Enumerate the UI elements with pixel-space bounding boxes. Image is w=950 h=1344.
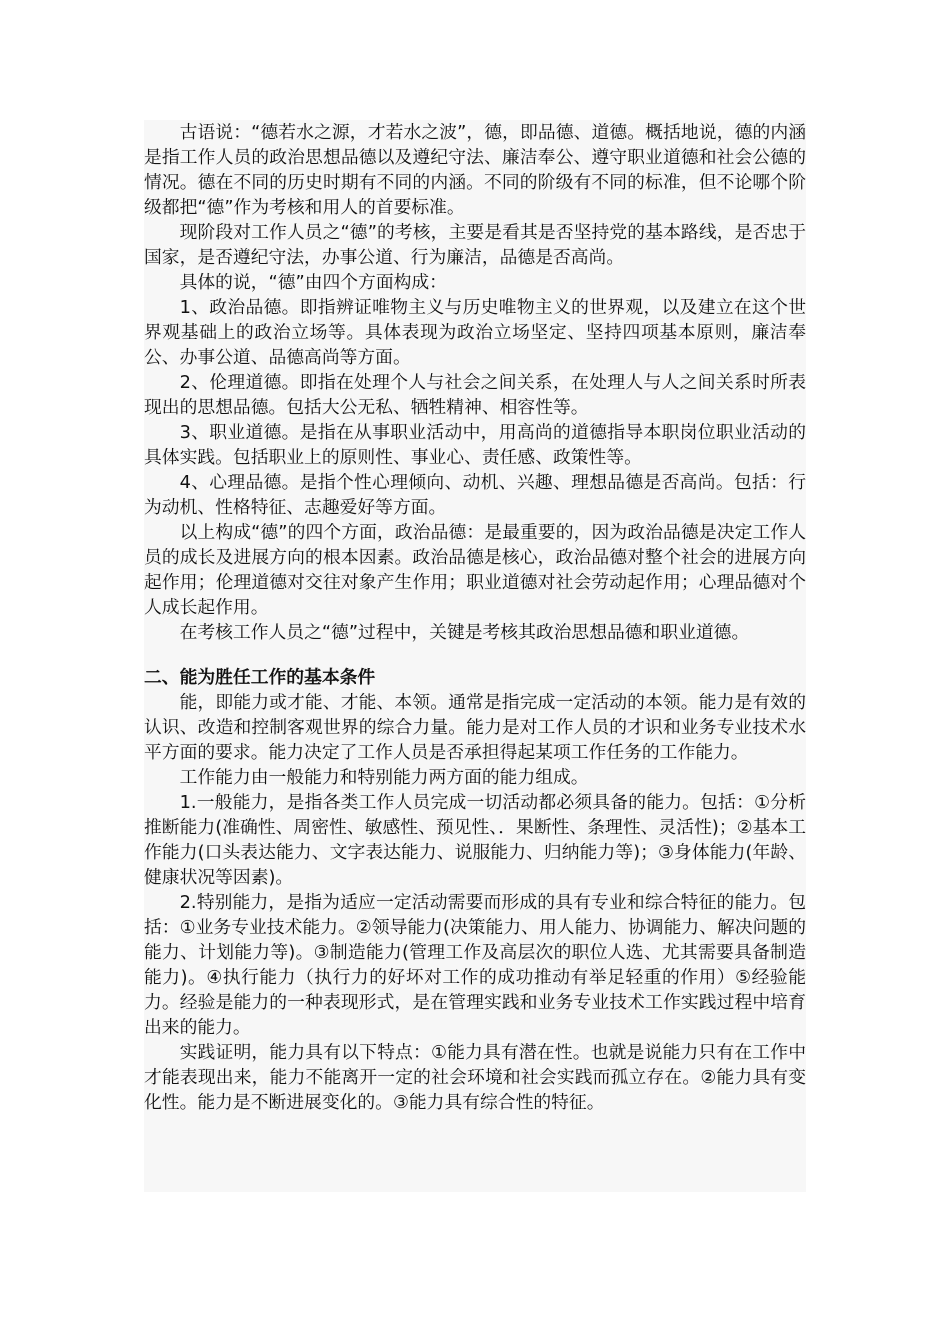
paragraph: 3、职业道德。是指在从事职业活动中，用高尚的道德指导本职岗位职业活动的具体实践。包括职业上的原则性、事业心、责任感、政策性等。 bbox=[144, 422, 806, 468]
paragraph: 2.特别能力，是指为适应一定活动需要而形成的具有专业和综合特征的能力。包括：①业务专业技术能力。②领导能力(决策能力、用人能力、协调能力、解决问题的能力、计划能力等)。③制造能力(管理工作及高层次的职位人选、尤其需要具备制造能力)。④执行能力（执行力的好坏对工作的成功推动有举足轻重的作用）⑤经验能力。经验是能力的一种表现形式，是在管理实践和业务专业技术工作实践过程中培育出来的能力。 bbox=[144, 892, 806, 1038]
paragraph: 古语说：“德若水之源，才若水之波”，德，即品德、道德。概括地说，德的内涵是指工作人员的政治思想品德以及遵纪守法、廉洁奉公、遵守职业道德和社会公德的情况。德在不同的历史时期有不同的内涵。不同的阶级有不同的标准，但不论哪个阶级都把“德”作为考核和用人的首要标准。 bbox=[144, 122, 806, 218]
document-body bbox=[144, 120, 806, 1192]
paragraph: 4、心理品德。是指个性心理倾向、动机、兴趣、理想品德是否高尚。包括：行为动机、性格特征、志趣爱好等方面。 bbox=[144, 472, 806, 518]
paragraph: 在考核工作人员之“德”过程中，关键是考核其政治思想品德和职业道德。 bbox=[179, 622, 750, 643]
paragraph: 能，即能力或才能、才能、本领。通常是指完成一定活动的本领。能力是有效的认识、改造和控制客观世界的综合力量。能力是对工作人员的才识和业务专业技术水平方面的要求。能力决定了工作人员是否承担得起某项工作任务的工作能力。 bbox=[144, 692, 806, 763]
section-spacer bbox=[144, 645, 806, 665]
paragraph: 工作能力由一般能力和特别能力两方面的能力组成。 bbox=[179, 767, 589, 788]
paragraph: 现阶段对工作人员之“德”的考核，主要是看其是否坚持党的基本路线，是否忠于国家，是否遵纪守法，办事公道、行为廉洁，品德是否高尚。 bbox=[144, 222, 806, 268]
paragraph: 具体的说，“德”由四个方面构成： bbox=[179, 272, 447, 293]
paragraph: 1、政治品德。即指辨证唯物主义与历史唯物主义的世界观，以及建立在这个世界观基础上的政治立场等。具体表现为政治立场坚定、坚持四项基本原则，廉洁奉公、办事公道、品德高尚等方面。 bbox=[144, 297, 806, 368]
paragraph: 2、伦理道德。即指在处理个人与社会之间关系，在处理人与人之间关系时所表现出的思想品德。包括大公无私、牺牲精神、相容性等。 bbox=[144, 372, 806, 418]
paragraph: 实践证明，能力具有以下特点：①能力具有潜在性。也就是说能力只有在工作中才能表现出来，能力不能离开一定的社会环境和社会实践而孤立存在。②能力具有变化性。能力是不断进展变化的。③能力具有综合性的特征。 bbox=[144, 1042, 806, 1113]
paragraph: 以上构成“德”的四个方面，政治品德：是最重要的，因为政治品德是决定工作人员的成长及进展方向的根本因素。政治品德是核心，政治品德对整个社会的进展方向起作用；伦理道德对交往对象产生作用；职业道德对社会劳动起作用；心理品德对个人成长起作用。 bbox=[144, 522, 806, 618]
section-heading: 二、能为胜任工作的基本条件 bbox=[144, 667, 376, 688]
paragraph: 1.一般能力，是指各类工作人员完成一切活动都必须具备的能力。包括：①分析推断能力(准确性、周密性、敏感性、预见性、．果断性、条理性、灵活性)；②基本工作能力(口头表达能力、文字表达能力、说服能力、归纳能力等)；③身体能力(年龄、健康状况等因素)。 bbox=[144, 792, 806, 888]
